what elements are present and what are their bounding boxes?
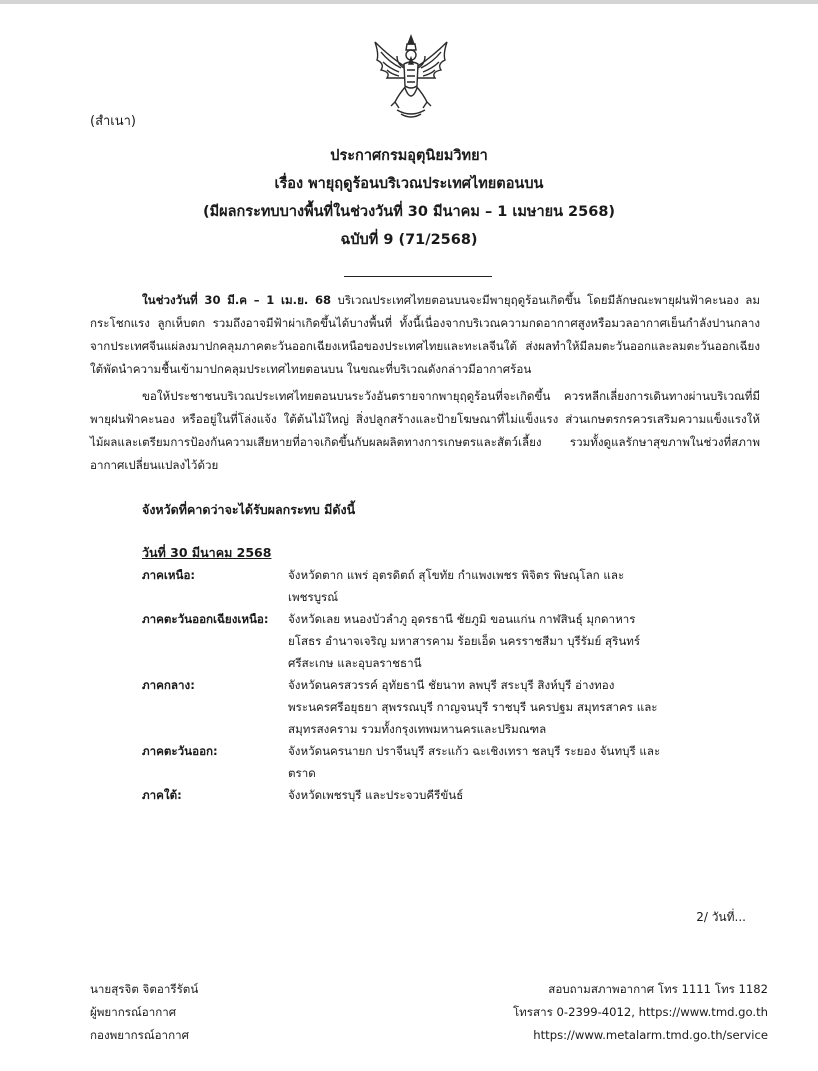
top-border <box>0 0 818 4</box>
paragraph-situation <box>90 289 760 381</box>
footer-contact <box>513 978 768 1047</box>
paragraph-situation-text: บริเวณประเทศไทยตอนบนจะมีพายุฤดูร้อนเกิดขึ้น โดยมีลักษณะพายุฝนฟ้าคะนอง ลมกระโชกแรง ลูกเห็บตก รวมถึงอาจมีฟ้าผ่าเกิดขึ้นได้บางพื้นที่ ทั้งนี้เนื่องจากบริเวณความกดอากาศสูงหรือมวลอากาศเย็นกำลังปานกลางจากประเทศจีนแผ่ลงมาปกคลุมภาคตะวันออกเฉียงเหนือของประเทศไทยและทะเลจีนใต้ ส่งผลทำให้มีลมตะวันออกและลมตะวันออกเฉียงใต้พัดนำความชื้นเข้ามาปกคลุมประเทศไทยตอนบน ในขณะที่บริเวณดังกล่าวมีอากาศร้อน <box>90 293 760 376</box>
contact-service-link[interactable]: https://www.metalarm.tmd.go.th/service <box>533 1028 768 1042</box>
title-divider <box>344 276 492 277</box>
region-provinces: จังหวัดเพชรบุรี และประจวบคีรีขันธ์ <box>288 788 464 802</box>
date-heading: วันที่ 30 มีนาคม 2568 <box>142 545 272 560</box>
title-effective-period: (มีผลกระทบบางพื้นที่ในช่วงวันที่ 30 มีนาคม – 1 เมษายน 2568) <box>202 204 616 220</box>
copy-label: (สำเนา) <box>90 114 137 129</box>
title-issuer: ประกาศกรมอุตุนิยมวิทยา <box>330 148 488 164</box>
affected-provinces-heading: จังหวัดที่คาดว่าจะได้รับผลกระทบ มีดังนี้ <box>142 502 356 517</box>
region-provinces: จังหวัดตาก แพร่ อุตรดิตถ์ สุโขทัย กำแพงเพชร พิจิตร พิษณุโลก และเพชรบูรณ์ <box>288 568 625 604</box>
contact-phone: สอบถามสภาพอากาศ โทร 1111 โทร 1182 <box>548 982 768 996</box>
region-name: ภาคกลาง: <box>142 678 195 692</box>
region-name: ภาคตะวันออกเฉียงเหนือ: <box>142 612 269 626</box>
contact-fax-website: โทรสาร 0-2399-4012, https://www.tmd.go.th <box>512 1005 768 1019</box>
region-name: ภาคตะวันออก: <box>142 744 218 758</box>
region-row-south <box>142 784 782 806</box>
announcement-title <box>0 142 818 254</box>
region-row-central <box>142 674 782 740</box>
signatory-division: กองพยากรณ์อากาศ <box>90 1028 189 1042</box>
region-name: ภาคเหนือ: <box>142 568 196 582</box>
next-page-indicator: 2/ วันที่... <box>696 910 746 924</box>
paragraph-situation-lead: ในช่วงวันที่ 30 มี.ค – 1 เม.ย. 68 <box>142 293 332 307</box>
title-subject: เรื่อง พายุฤดูร้อนบริเวณประเทศไทยตอนบน <box>274 176 544 192</box>
region-provinces: จังหวัดนครนายก ปราจีนบุรี สระแก้ว ฉะเชิงเทรา ชลบุรี ระยอง จันทบุรี และตราด <box>288 744 661 780</box>
region-provinces: จังหวัดนครสวรรค์ อุทัยธานี ชัยนาท ลพบุรี สระบุรี สิงห์บุรี อ่างทอง พระนครศรีอยุธยา สุพรรณบุรี กาญจนบุรี ราชบุรี นครปฐม สมุทรสาคร และสมุทรสงคราม รวมทั้งกรุงเทพมหานครและปริมณฑล <box>288 678 658 736</box>
title-issue-number: ฉบับที่ 9 (71/2568) <box>340 232 478 248</box>
region-row-north <box>142 564 782 608</box>
signatory-name: นายสุรจิต จิตอารีรัตน์ <box>90 982 199 996</box>
paragraph-advice: ขอให้ประชาชนบริเวณประเทศไทยตอนบนระวังอันตรายจากพายุฤดูร้อนที่จะเกิดขึ้น ควรหลีกเลี่ยงการเดินทางผ่านบริเวณที่มีพายุฝนฟ้าคะนอง หรืออยู่ในที่โล่งแจ้ง ใต้ต้นไม้ใหญ่ สิ่งปลูกสร้างและป้ายโฆษณาที่ไม่แข็งแรง ส่วนเกษตรกรควรเสริมความแข็งแรงให้ไม้ผลและเตรียมการป้องกันความเสียหายที่อาจเกิดขึ้นกับผลผลิตทางการเกษตรและสัตว์เลี้ยง รวมทั้งดูแลรักษาสุขภาพในช่วงที่สภาพอากาศเปลี่ยนแปลงไว้ด้วย <box>90 389 760 472</box>
region-name: ภาคใต้: <box>142 788 182 802</box>
region-provinces: จังหวัดเลย หนองบัวลำภู อุดรธานี ชัยภูมิ ขอนแก่น กาฬสินธุ์ มุกดาหาร ยโสธร อำนาจเจริญ มหาสารคาม ร้อยเอ็ด นครราชสีมา บุรีรัมย์ สุรินทร์ ศรีสะเกษ และอุบลราชธานี <box>288 612 641 670</box>
region-row-east <box>142 740 782 784</box>
regions-list <box>142 564 782 806</box>
garuda-emblem-icon <box>371 34 451 120</box>
signatory-role: ผู้พยากรณ์อากาศ <box>90 1005 177 1019</box>
footer-signatory <box>90 978 198 1047</box>
region-row-northeast <box>142 608 782 674</box>
